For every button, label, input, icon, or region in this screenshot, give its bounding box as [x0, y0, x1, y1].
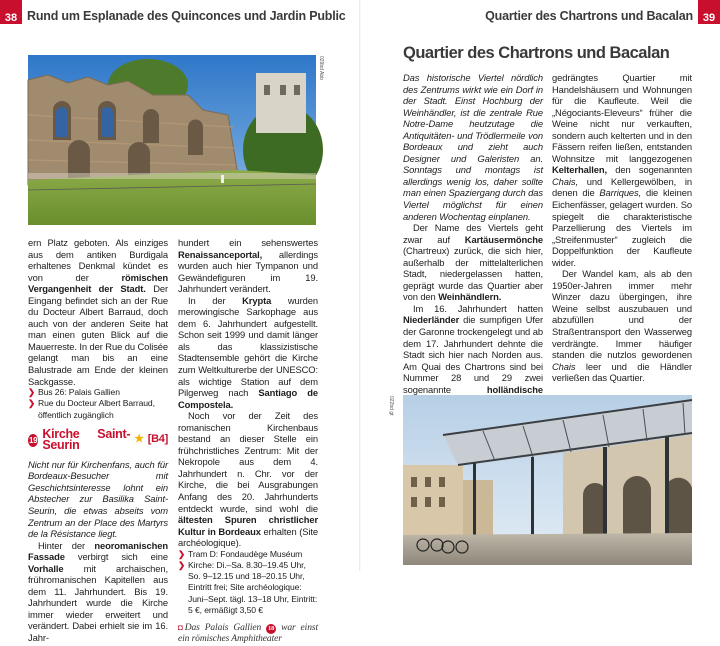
paragraph: hundert ein sehenswertes Renaissanceportal, allerdings wurden auch hier Tympanon und Gewändefiguren im 19. Jahrhundert verändert.	[178, 237, 318, 295]
info-hours: ❯ Kirche: Di.–Sa. 8.30–19.45 Uhr, So. 9–12.15 und 18–20.15 Uhr, Eintritt frei; Site archéologique: Juni–Sept. tägl. 13–18 Uhr, Eintritt: 5 €, ermäßigt 3,50 €	[178, 559, 318, 615]
paragraph: gedrängtes Quartier mit Handelshäusern und Wohnungen für die Kaufleute. Weil die „Négociants-Eleveurs“ früher die Weine nicht nur verkauften, sondern auch kelterten und in den Fässern reifen ließen, entstanden Wohnsitze mit langgezogenen Kelterhallen, den sogenannten Chais, und Kellergewölben, in denen die Barriques, die kleinen Eichenfässer, gelagert wurden. So spiegelt die charakteristische Parzellierung des Viertels im „Streifenmuster“ zugleich die Doppelfunktion der Kaufleute wider.	[552, 72, 692, 268]
info-address: ❯ Rue du Docteur Albert Barraud, öffentlich zugänglich	[28, 398, 155, 420]
camera-icon: ◘	[178, 622, 183, 632]
left-column-1	[28, 237, 168, 644]
arrow-icon: ❯	[28, 387, 36, 398]
right-column-1	[403, 72, 543, 430]
market-hall-image	[403, 395, 692, 565]
right-column-2	[552, 72, 692, 418]
palais-gallien-photo	[28, 55, 316, 225]
paragraph: In der Krypta wurden merowingische Sarkophage aus dem 6. Jahrhundert aufgestellt. Schon seit 1999 und damit länger als das klassizistische Stadtensemble gehört die Kirche zum Weltkulturerbe der UNESCO: als wichtige Station auf dem Pilgerweg nach Santiago de Compostela.	[178, 294, 318, 410]
right-page	[360, 0, 720, 571]
palais-gallien-image	[28, 55, 316, 225]
photo-credit-right: 022bd gt	[388, 396, 394, 416]
section-title: Kirche Saint-Seurin	[42, 426, 131, 453]
left-column-2	[178, 237, 318, 646]
running-title-left: Rund um Esplanade des Quinconces und Jardin Public	[27, 9, 346, 23]
photo-credit-left: 029bd Abb	[318, 56, 324, 80]
page-number-left: 38	[0, 0, 22, 24]
star-icon: ★	[134, 433, 144, 446]
chapter-intro: Das historische Viertel nördlich des Zentrums wirkt wie ein Dorf in der Stadt. Einst Hochburg der Weinhändler, ist die zentrale Rue Notre-Dame heutzutage die Antiquitäten- und Trödlermeile von Bordeaux und zieht auch Designer und Galeristen an. Sonntags und montags ist allerdings wenig los, daher sollte man einen Spaziergang durch das Viertel möglichst für einen anderen Wochentag einplanen.	[403, 72, 543, 222]
paragraph: Der Name des Viertels geht zwar auf Kartäusermönche (Chartreux) zurück, die sich hier, außerhalb der mittelalterlichen Stadt, niedergelassen hatten, geprägt wurde das Quartier aber von den Weinhändlern.	[403, 222, 543, 303]
running-title-right: Quartier des Chartrons und Bacalan	[485, 9, 693, 23]
arrow-icon: ❯	[178, 548, 186, 559]
page-number-right: 39	[698, 0, 720, 24]
paragraph: ern Platz geboten. Als einziges aus dem antiken Burdigala erhaltenes Denkmal kündet es von der römischen Vergangenheit der Stadt. Der Eingang befindet sich an der Rue du Docteur Albert Barraud, doch auch von der anderen Seite hat man einen guten Blick auf die Mauerreste. In der Rue du Colisée gelangt man bis an eine Balustrade am Ende der kleinen Sackgasse.	[28, 237, 169, 387]
info-tram: ❯ Tram D: Fondaudège Muséum	[178, 548, 303, 559]
paragraph: Im 16. Jahrhundert hatten Niederländer die sumpfigen Ufer der Garonne trockengelegt und ab dem 17. Jahrhundert dehnte die Stadt sich hier nach Norden aus. Am Quai des Chartrons sind bei Nummer 28 und 29 zwei sogenannte holländische	[403, 302, 543, 395]
paragraph: Hinter der neoromanischen Fassade verbirgt sich eine Vorhalle mit archaischen, frühromanischen Kapitellen aus dem 11. Jahrhundert. Bis 19. Jahrhundert wurde die Kirche immer wieder erweitert und verändert. Dabei erhielt sie im 16. Jahr-	[28, 539, 168, 644]
market-hall-photo	[403, 395, 692, 565]
chapter-heading: Quartier des Chartrons und Bacalan	[403, 44, 670, 62]
left-page	[0, 0, 360, 645]
caption-number-badge: 18	[267, 624, 275, 632]
arrow-icon: ❯	[28, 398, 36, 409]
paragraph: Noch vor der Zeit des romanischen Kirchenbaus bestand an dieser Stelle ein frühchristliches Zentrum: Mit der Nekropole aus dem 4. Jahrhundert n. Chr. vor der Kirche, die bei Ausgrabungen Anfang des 20. Jahrhunderts entdeckt wurde, sind wohl die ältesten Spuren christlicher Kultur in Bordeaux erhalten (Site archéologique).	[178, 410, 318, 549]
section-heading	[28, 426, 168, 453]
photo-caption-left: ◘ Das Palais Gallien 18 war einst ein römisches Amphitheater	[178, 622, 318, 645]
map-grid-reference: [B4]	[147, 433, 168, 446]
section-intro: Nicht nur für Kirchenfans, auch für Bordeaux-Besucher mit Geschichtsinteresse lohnt ein Abstecher zur Basilika Saint-Seurin, die etwas abseits vom Zentrum an der Place des Martyrs de la Résistance liegt.	[28, 458, 168, 540]
section-number-badge: 19	[29, 435, 38, 445]
info-bus: ❯ Bus 26: Palais Gallien	[28, 387, 120, 398]
paragraph: Der Wandel kam, als ab den 1950er-Jahren immer mehr Winzer dazu übergingen, ihre Weine selbst auszubauen und abzufüllen und der Straßentransport den Wasserweg verdrängte. Immer häufiger standen die nutzlos gewordenen Chais leer und die Händler verließen das Quartier.	[552, 268, 692, 384]
arrow-icon: ❯	[178, 559, 186, 570]
